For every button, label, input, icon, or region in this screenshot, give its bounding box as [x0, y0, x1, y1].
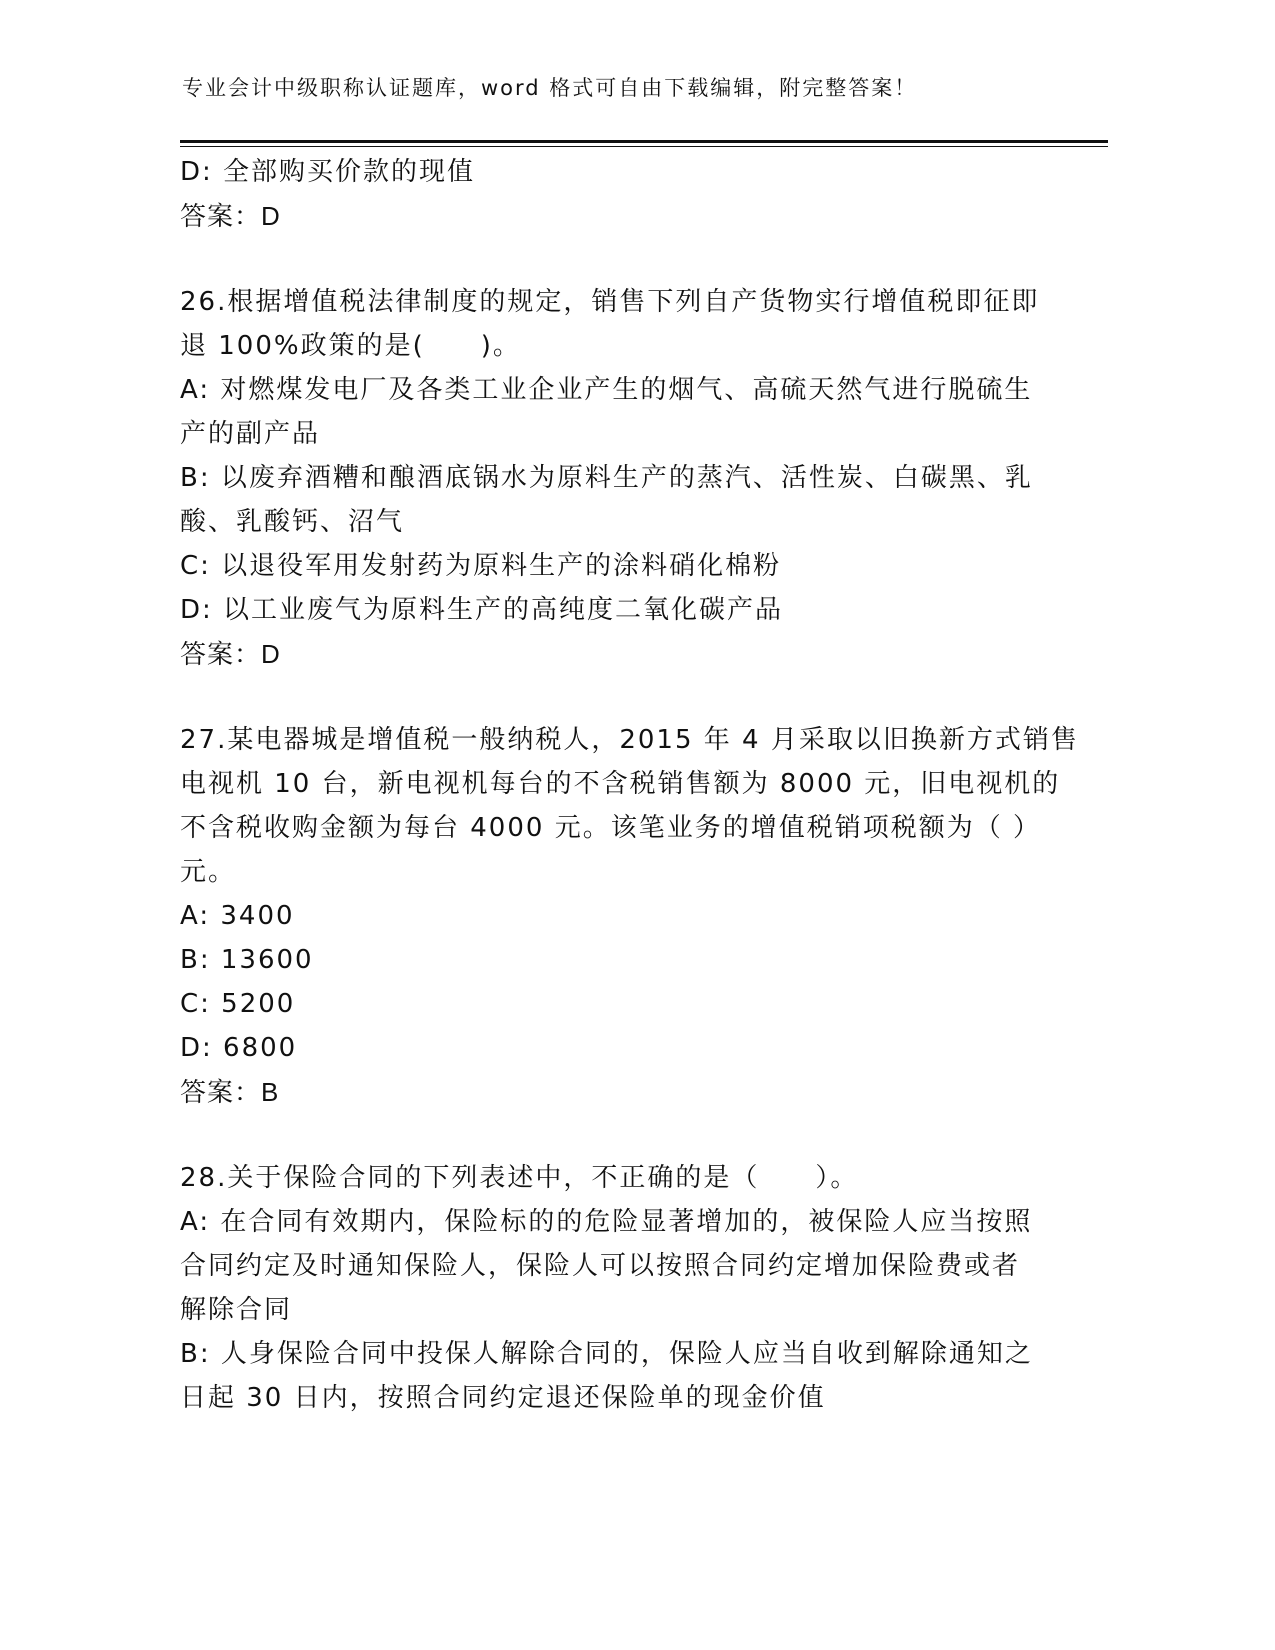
question-26 [180, 280, 1040, 676]
page-header-title: 专业会计中级职称认证题库，word 格式可自由下载编辑，附完整答案！ [182, 76, 918, 100]
option-a-cont: 产的副产品 [180, 419, 321, 449]
question-28 [180, 1156, 1040, 1420]
question-stem-line: 元。 [180, 857, 237, 887]
option-c: C: 以退役军用发射药为原料生产的涂料硝化棉粉 [180, 551, 782, 581]
option-a-cont: 解除合同 [180, 1295, 293, 1325]
option-a-cont: 合同约定及时通知保险人，保险人可以按照合同约定增加保险费或者 [180, 1251, 1021, 1281]
question-stem-line: 不含税收购金额为每台 4000 元。该笔业务的增值税销项税额为（ ） [180, 813, 1041, 843]
question-stem-line: 28.关于保险合同的下列表述中，不正确的是（ ）。 [180, 1163, 859, 1193]
option-b-cont: 日起 30 日内，按照合同约定退还保险单的现金价值 [180, 1383, 826, 1413]
option-a: A: 3400 [180, 901, 295, 931]
header-divider-thin [180, 146, 1108, 147]
option-b: B: 人身保险合同中投保人解除合同的，保险人应当自收到解除通知之 [180, 1339, 1033, 1369]
question-27 [180, 718, 1079, 1114]
option-d: D: 以工业废气为原料生产的高纯度二氧化碳产品 [180, 595, 784, 625]
option-d: D: 全部购买价款的现值 [180, 157, 476, 187]
option-d: D: 6800 [180, 1033, 298, 1063]
question-stem-line: 退 100%政策的是( )。 [180, 331, 521, 361]
answer: 答案：D [180, 201, 281, 231]
question-stem-line: 电视机 10 台，新电视机每台的不含税销售额为 8000 元，旧电视机的 [180, 769, 1061, 799]
option-b: B: 13600 [180, 945, 314, 975]
answer: 答案：D [180, 639, 281, 669]
answer: 答案：B [180, 1077, 280, 1107]
option-a: A: 对燃煤发电厂及各类工业企业产生的烟气、高硫天然气进行脱硫生 [180, 375, 1033, 405]
option-b-cont: 酸、乳酸钙、沼气 [180, 507, 405, 537]
question-stem-line: 27.某电器城是增值税一般纳税人，2015 年 4 月采取以旧换新方式销售 [180, 725, 1079, 755]
option-b: B: 以废弃酒糟和酿酒底锅水为原料生产的蒸汽、活性炭、白碳黑、乳 [180, 463, 1033, 493]
prev-question-tail [180, 150, 1040, 238]
option-a: A: 在合同有效期内，保险标的的危险显著增加的，被保险人应当按照 [180, 1207, 1033, 1237]
option-c: C: 5200 [180, 989, 296, 1019]
document-body [180, 150, 1079, 1420]
header-divider-thick [180, 140, 1108, 143]
question-stem-line: 26.根据增值税法律制度的规定，销售下列自产货物实行增值税即征即 [180, 287, 1040, 317]
